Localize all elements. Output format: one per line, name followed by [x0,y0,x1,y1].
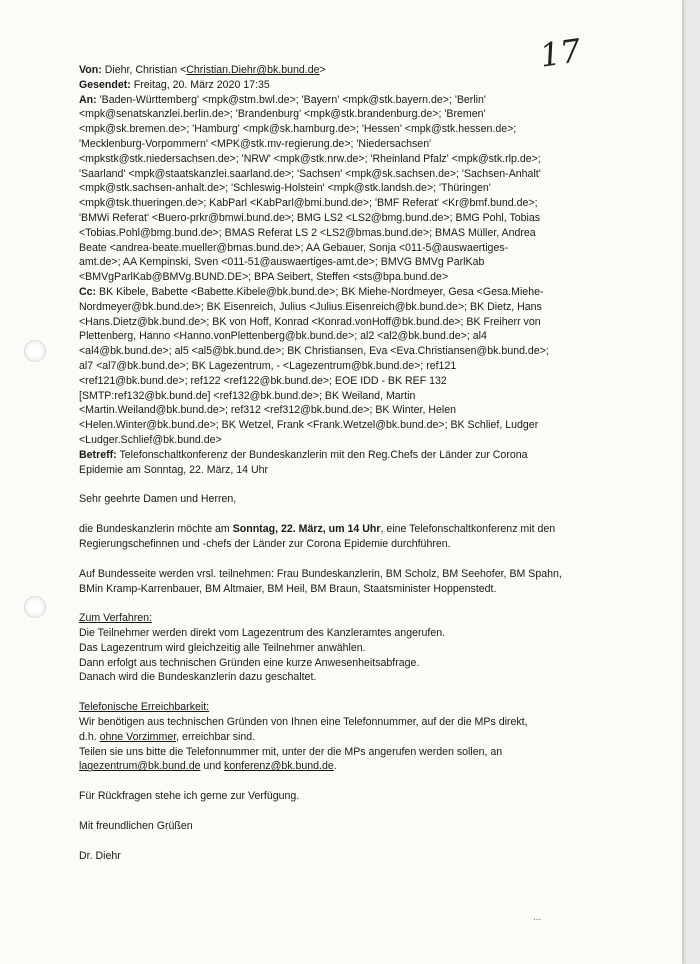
to-line: 'Baden-Württemberg' <mpk@stm.bwl.de>; 'Bayern' <mpk@stk.bayern.de>; 'Berlin' [99,93,486,106]
to-line: <mpk@stk.sachsen-anhalt.de>; 'Schleswig-Holstein' <mpk@stk.landsh.de>; 'Thüringen' [79,182,491,195]
text: , erreichbar sind. [176,730,256,743]
from-email[interactable]: Christian.Diehr@bk.bund.de [186,64,320,76]
konferenz-email-link[interactable]: konferenz@bk.bund.de [224,760,334,773]
to-line: 'BMWi Referat' <Buero-prkr@bmwi.bund.de>; BMG LS2 <LS2@bmg.bund.de>; BMG Pohl, Tobias [79,211,541,224]
cc-line: <Martin.Weiland@bk.bund.de>; ref312 <ref312@bk.bund.de>; BK Winter, Helen [79,404,457,417]
text: d.h. [79,730,100,743]
cc-line: BK Kibele, Babette <Babette.Kibele@bk.bund.de>; BK Miehe-Nordmeyer, Gesa <Gesa.Miehe- [99,285,544,298]
text: . [333,760,337,773]
to-line: amt.de>; AA Kempinski, Sven <011-51@auswaertiges-amt.de>; BMVG BMVg ParlKab [79,256,485,269]
to-line: 'Saarland' <mpk@staatskanzlei.saarland.de>; 'Sachsen' <mpk@sk.sachsen.de>; 'Sachsen-Anhalt' [79,167,541,180]
subject-value: Telefonschaltkonferenz der Bundeskanzlerin mit den Reg.Chefs der Länder zur Corona Epidemie am Sonntag, 22. März, 14 Uhr [79,448,528,476]
reachability-heading: Telefonische Erreichbarkeit: [79,701,210,714]
to-line: 'Mecklenburg-Vorpommern' <MPK@stk.mv-regierung.de>; 'Niedersachsen' [79,137,432,150]
greeting: Sehr geehrte Damen und Herren, [79,493,237,506]
text: die Bundeskanzlerin möchte am [79,523,233,536]
procedure-line: Das Lagezentrum wird gleichzeitig alle Teilnehmer anwählen. [79,641,366,654]
to-line: <mpk@sk.bremen.de>; 'Hamburg' <mpk@sk.hamburg.de>; 'Hessen' <mpk@stk.hessen.de>; [79,123,517,136]
cc-line: <ref121@bk.bund.de>; ref122 <ref122@bk.bund.de>; EOE IDD - BK REF 132 [79,374,447,387]
underlined-text: ohne Vorzimmer [99,730,177,743]
sent-value: Freitag, 20. März 2020 17:35 [133,78,270,91]
to-block [79,93,569,285]
subject-label: Betreff: [79,448,117,461]
date-time-bold: Sonntag, 22. März, um 14 Uhr [232,523,381,536]
cc-line: al7 <al7@bk.bund.de>; BK Lagezentrum, - <Lagezentrum@bk.bund.de>; ref121 [79,359,457,372]
cc-line: <Helen.Winter@bk.bund.de>; BK Wetzel, Frank <Frank.Wetzel@bk.bund.de>; BK Schlief, Ludger [79,419,539,432]
text: Teilen sie uns bitte die Telefonnummer mit, unter der die MPs angerufen werden sollen, an [79,745,503,758]
paragraph-invitation [79,522,569,552]
to-line: <Tobias.Pohl@bmg.bund.de>; BMAS Referat LS 2 <LS2@bmas.bund.de>; BMAS Müller, Andrea [79,226,536,239]
to-line: <mpk@tsk.thueringen.de>; KabParl <KabParl@bmi.bund.de>; 'BMF Referat' <Kr@bmf.bund.de>; [79,197,538,210]
procedure-line: Die Teilnehmer werden direkt vom Lagezentrum des Kanzleramtes angerufen. [79,627,446,640]
to-label: An: [79,93,97,106]
to-line: <BMVgParlKab@BMVg.BUND.DE>; BPA Seibert, Steffen <sts@bpa.bund.de> [79,271,449,284]
lagezentrum-email-link[interactable]: lagezentrum@bk.bund.de [79,760,201,773]
footer-mark: ... [533,912,542,923]
cc-line: <Ludger.Schlief@bk.bund.de> [79,433,222,446]
procedure-heading: Zum Verfahren: [79,612,153,625]
cc-label: Cc: [79,285,97,298]
procedure-line: Danach wird die Bundeskanzlerin dazu geschaltet. [79,671,317,684]
cc-line: <Hans.Dietz@bk.bund.de>; BK von Hoff, Konrad <Konrad.vonHoff@bk.bund.de>; BK Freiherr von [79,315,541,328]
from-label: Von: [79,64,102,76]
cc-line: Nordmeyer@bk.bund.de>; BK Eisenreich, Julius <Julius.Eisenreich@bk.bund.de>; BK Dietz, Hans [79,300,542,313]
procedure-section [79,611,569,685]
text: Wir benötigen aus technischen Gründen von Ihnen eine Telefonnummer, auf der die MPs direkt, [79,716,528,729]
closing: Mit freundlichen Grüßen [79,820,193,833]
to-line: Beate <andrea-beate.mueller@bmas.bund.de>; AA Gebauer, Sonja <011-5@auswaertiges- [79,241,509,254]
reachability-section [79,700,569,774]
procedure-line: Dann erfolgt aus technischen Gründen eine kurze Anwesenheitsabfrage. [79,656,420,669]
from-name: Diehr, Christian [104,64,178,76]
cc-line: Plettenberg, Hanno <Hanno.vonPlettenberg@bk.bund.de>; al2 <al2@bk.bund.de>; al4 [79,330,487,343]
text: und [200,760,225,773]
from-line: Von: Diehr, Christian <Christian.Diehr@bk.bund.de> [79,64,326,76]
cc-line: [SMTP:ref132@bk.bund.de] <ref132@bk.bund.de>; BK Weiland, Martin [79,389,416,402]
to-line: <mpk@senatskanzlei.berlin.de>; 'Brandenburg' <mpk@stk.brandenburg.de>; 'Bremen' [79,108,486,121]
to-line: <mpkstk@stk.niedersachsen.de>; 'NRW' <mpk@stk.nrw.de>; 'Rheinland Pfalz' <mpk@stk.rlp.de>; [79,152,541,165]
questions-line: Für Rückfragen stehe ich gerne zur Verfügung. [79,790,300,803]
email-printout [79,63,569,864]
handwritten-page-number: 17 [537,31,584,75]
subject-line [79,448,569,478]
signature: Dr. Diehr [79,849,121,862]
cc-line: <al4@bk.bund.de>; al5 <al5@bk.bund.de>; BK Christiansen, Eva <Eva.Christiansen@bk.bund.de>; [79,345,549,358]
punch-hole [24,340,46,362]
sent-line [79,78,569,93]
punch-hole [24,596,46,618]
text: , eine Telefonschaltkonferenz mit den Regierungschefinnen und -chefs der Länder zur Corona Epidemie durchführen. [79,523,556,550]
cc-block [79,285,569,448]
sent-label: Gesendet: [79,78,131,91]
paragraph-participants: Auf Bundesseite werden vrsl. teilnehmen: Frau Bundeskanzlerin, BM Scholz, BM Seehofer, BM Spahn, BMin Kramp-Karrenbauer, BM Altmaier, BM Heil, BM Braun, Staatsminister Hoppenstedt. [79,567,562,595]
